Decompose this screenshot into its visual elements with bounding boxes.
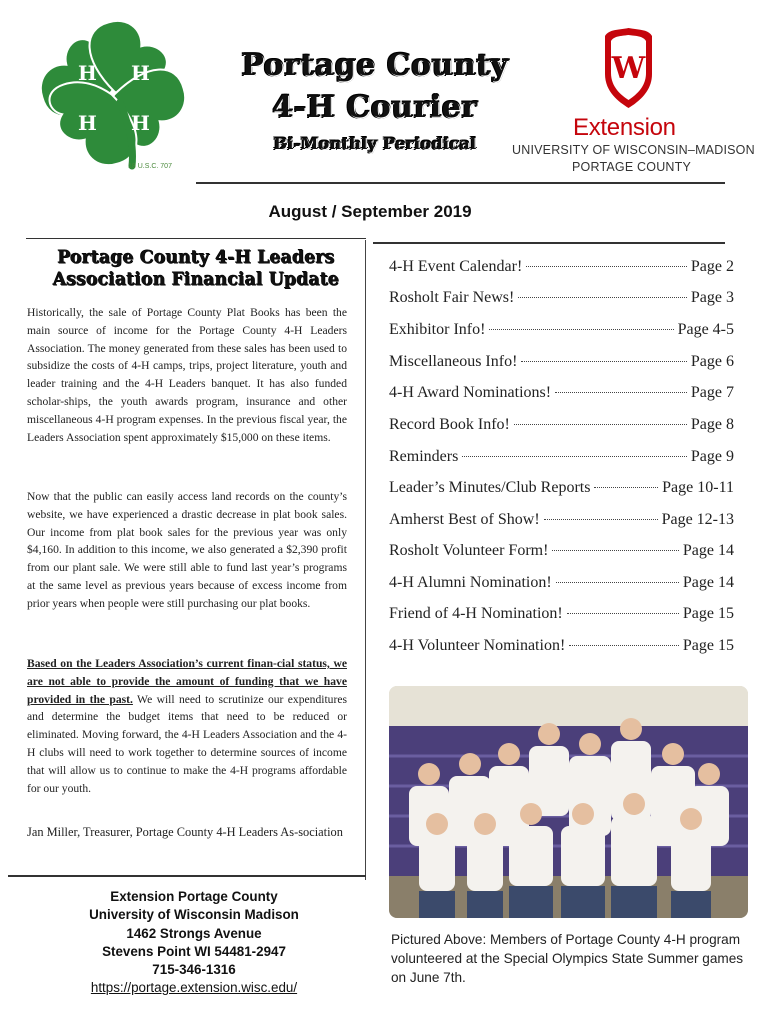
website-link[interactable]: https://portage.extension.wisc.edu/	[90, 980, 298, 996]
toc-item[interactable]	[389, 479, 734, 503]
toc-leader	[556, 582, 679, 583]
toc-page: Page 14	[682, 542, 734, 559]
toc-leader	[526, 266, 687, 267]
column-divider	[365, 240, 366, 880]
article-paragraph-3	[27, 655, 347, 797]
photo-caption: Pictured Above: Members of Portage County 4-H program volunteered at the Special Olympics State Summer games on June 7th.	[391, 932, 744, 985]
toc-item[interactable]	[389, 605, 734, 629]
toc-item[interactable]	[389, 637, 734, 661]
toc-label: Friend of 4-H Nomination!	[389, 605, 563, 622]
newsletter-title-line2: 4-H Courier	[272, 90, 478, 125]
group-photo	[389, 686, 748, 918]
toc-leader	[594, 487, 658, 488]
toc-item[interactable]	[389, 416, 734, 440]
toc-label: Leader’s Minutes/Club Reports	[389, 479, 591, 496]
toc-item[interactable]	[389, 321, 734, 345]
county-name: PORTAGE COUNTY	[572, 160, 692, 174]
article-emphasis: Based on the Leaders Association’s current finan-cial status, we are not able to provide the amount of funding that we have provided in the past.	[27, 657, 347, 706]
article-paragraph-1: Historically, the sale of Portage County Plat Books has been the main source of income for the Portage County 4-H Leaders Association. The money generated from these sales has been used to subsidize the costs of 4-H camps, trips, project literature, youth and leader training and the 4-H Leaders banquet. It has also funded scholar-ships, the youth awards program, insurance and other miscellaneous 4-H program expenses. In the previous fiscal year, the Leaders Association spent approximately $15,000 on these items.	[27, 306, 347, 444]
toc-leader	[544, 519, 658, 520]
uw-crest-logo	[601, 26, 656, 110]
address-line2: University of Wisconsin Madison	[89, 907, 299, 923]
toc-leader	[569, 645, 679, 646]
clover-code: 18 U.S.C. 707	[128, 163, 172, 170]
article-title-line1: Portage County 4-H Leaders	[57, 248, 335, 268]
section-rule-right	[373, 242, 725, 244]
toc-item[interactable]	[389, 353, 734, 377]
office-address	[40, 888, 348, 998]
svg-text:H: H	[131, 61, 150, 85]
toc-page: Page 14	[682, 574, 734, 591]
toc-page: Page 6	[690, 353, 734, 370]
toc-label: Miscellaneous Info!	[389, 353, 518, 370]
article-title-line2: Association Financial Update	[52, 270, 340, 290]
toc-leader	[462, 456, 687, 457]
svg-text:H: H	[131, 111, 150, 135]
article-paragraph-3-rest: We will need to scrutinize our expenditures and determine the budget items that need to be reduced or eliminated. Moving forward, the 4-H Leaders Association and the 4-H clubs will need to work together to determine sources of income that will allow us to continue to make the 4-H programs affordable for our youth.	[27, 692, 347, 795]
issue-date: August / September 2019	[268, 202, 472, 221]
toc-label: Record Book Info!	[389, 416, 510, 433]
address-line3: 1462 Strongs Avenue	[126, 925, 262, 941]
toc-label: 4-H Award Nominations!	[389, 384, 552, 401]
toc-page: Page 15	[682, 605, 734, 622]
toc-page: Page 15	[682, 637, 734, 654]
toc-page: Page 3	[690, 289, 734, 306]
toc-item[interactable]	[389, 542, 734, 566]
toc-label: 4-H Volunteer Nomination!	[389, 637, 566, 654]
toc-label: Rosholt Volunteer Form!	[389, 542, 549, 559]
toc-item[interactable]	[389, 448, 734, 472]
article-signature: Jan Miller, Treasurer, Portage County 4-H Leaders As-sociation	[27, 825, 343, 839]
address-rule	[8, 875, 366, 877]
toc-page: Page 2	[690, 258, 734, 275]
university-name: UNIVERSITY OF WISCONSIN–MADISON	[512, 143, 755, 157]
toc-item[interactable]	[389, 574, 734, 598]
header-rule	[196, 182, 725, 184]
svg-text:H: H	[78, 111, 97, 135]
toc-leader	[514, 424, 687, 425]
article-title	[26, 247, 366, 291]
address-line1: Extension Portage County	[110, 889, 278, 904]
toc-page: Page 12-13	[661, 511, 734, 528]
newsletter-subtitle: Bi-Monthly Periodical	[273, 134, 477, 153]
newsletter-title-line1: Portage County	[241, 48, 509, 83]
toc-leader	[489, 329, 673, 330]
toc-item[interactable]	[389, 384, 734, 408]
toc-leader	[518, 297, 687, 298]
toc-label: Exhibitor Info!	[389, 321, 486, 338]
toc-page: Page 4-5	[677, 321, 734, 338]
address-line4: Stevens Point WI 54481-2947	[102, 943, 286, 959]
toc-page: Page 8	[690, 416, 734, 433]
toc-item[interactable]	[389, 258, 734, 282]
toc-leader	[552, 550, 678, 551]
4h-clover-logo	[38, 18, 188, 173]
toc-leader	[555, 392, 687, 393]
toc-page: Page 9	[690, 448, 734, 465]
toc-label: Amherst Best of Show!	[389, 511, 540, 528]
toc-label: Rosholt Fair News!	[389, 289, 515, 306]
toc-page: Page 10-11	[662, 479, 734, 496]
toc-leader	[521, 361, 686, 362]
crest-letter: W	[611, 51, 646, 86]
article-paragraph-2: Now that the public can easily access land records on the county’s website, we have experienced a drastic decrease in plat book sales. Our income from plat book sales for the previous year was only $4,160. In addition to this income, we also generated a $2,390 profit from our plant sale. We were still able to fund last year’s programs at the same level as previous years because of excess income from prior years when people were still purchasing our plat books.	[27, 490, 347, 610]
toc-leader	[567, 613, 679, 614]
toc-label: 4-H Alumni Nomination!	[389, 574, 552, 591]
section-rule-left	[26, 238, 366, 239]
toc-label: 4-H Event Calendar!	[389, 258, 523, 275]
toc-item[interactable]	[389, 511, 734, 535]
toc-page: Page 7	[690, 384, 734, 401]
toc-label: Reminders	[389, 448, 459, 465]
extension-wordmark: Extension	[573, 114, 676, 141]
svg-text:H: H	[78, 61, 97, 85]
toc-item[interactable]	[389, 289, 734, 313]
address-phone: 715-346-1316	[152, 962, 236, 978]
